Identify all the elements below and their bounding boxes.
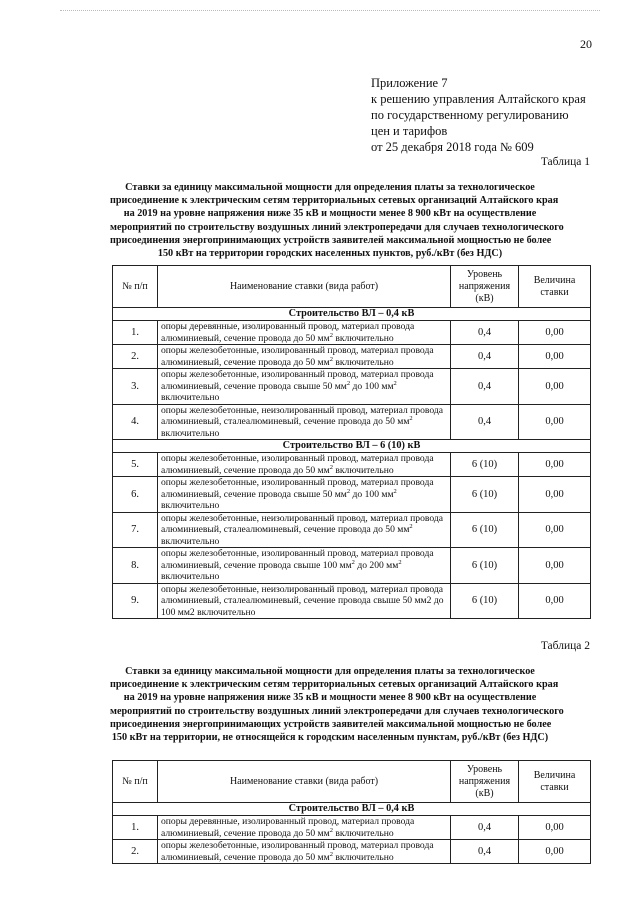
- row-voltage-level: 0,4: [451, 321, 519, 345]
- title-line: на 2019 на уровне напряжения ниже 35 кВ и мощности менее 8 900 кВт на осуществление: [123, 208, 537, 220]
- title-line: на 2019 на уровне напряжения ниже 35 кВ и мощности менее 8 900 кВт на осуществление: [123, 692, 537, 704]
- row-rate-value: 0,00: [519, 583, 591, 619]
- section-title: Строительство ВЛ – 6 (10) кВ: [113, 440, 591, 453]
- row-number: 4.: [113, 404, 158, 440]
- row-number: 3.: [113, 369, 158, 405]
- header-level: Уровень напряжения (кВ): [451, 761, 519, 803]
- row-voltage-level: 0,4: [451, 345, 519, 369]
- section-row: [113, 440, 591, 453]
- page-number: 20: [580, 37, 592, 51]
- row-rate-value: 0,00: [519, 345, 591, 369]
- row-rate-value: 0,00: [519, 840, 591, 864]
- row-number: 8.: [113, 548, 158, 584]
- row-voltage-level: 6 (10): [451, 453, 519, 477]
- row-voltage-level: 6 (10): [451, 512, 519, 548]
- row-number: 2.: [113, 345, 158, 369]
- table-row: [113, 548, 591, 584]
- row-rate-value: 0,00: [519, 369, 591, 405]
- title-line: 150 кВт на территории городских населенных пунктов, руб./кВт (без НДС): [157, 248, 503, 260]
- table2-label: Таблица 2: [540, 640, 590, 652]
- title-line: присоединение к электрическим сетям территориальных сетевых организаций Алтайского края: [110, 195, 559, 207]
- table-row: [113, 477, 591, 513]
- row-number: 2.: [113, 840, 158, 864]
- header-name: Наименование ставки (вида работ): [158, 266, 451, 308]
- row-voltage-level: 0,4: [451, 816, 519, 840]
- row-rate-value: 0,00: [519, 512, 591, 548]
- table-row: [113, 583, 591, 619]
- header-num: № п/п: [113, 266, 158, 308]
- appendix-line: по государственному регулированию: [371, 108, 569, 122]
- row-name: опоры железобетонные, изолированный провод, материал провода алюминиевый, сечение провода до 50 $мм^2$ включительно: [158, 453, 451, 477]
- row-number: 5.: [113, 453, 158, 477]
- appendix-header: [371, 75, 586, 155]
- section-title: Строительство ВЛ – 0,4 кВ: [113, 803, 591, 816]
- table-row: [113, 345, 591, 369]
- table1: [112, 265, 591, 619]
- row-number: 1.: [113, 321, 158, 345]
- row-number: 6.: [113, 477, 158, 513]
- scan-top-edge: [60, 10, 600, 11]
- table-row: [113, 321, 591, 345]
- appendix-line: к решению управления Алтайского края: [371, 92, 586, 106]
- row-name: опоры железобетонные, неизолированный провод, материал провода алюминиевый, сталеалюминевый, сечение провода свыше 50 мм2 до 100 мм2 включительно: [158, 583, 451, 619]
- row-name: опоры железобетонные, неизолированный провод, материал провода алюминиевый, сталеалюминевый, сечение провода до 50 $мм^2$ включительно: [158, 404, 451, 440]
- row-name: опоры железобетонные, изолированный провод, материал провода алюминиевый, сечение провода свыше 50 $мм^2$ до 100 $мм^2$ включительно: [158, 477, 451, 513]
- row-rate-value: 0,00: [519, 477, 591, 513]
- appendix-line: Приложение 7: [371, 76, 448, 90]
- section-row: [113, 803, 591, 816]
- title-line: Ставки за единицу максимальной мощности для определения платы за технологическое: [125, 182, 535, 193]
- row-rate-value: 0,00: [519, 321, 591, 345]
- row-number: 1.: [113, 816, 158, 840]
- row-name: опоры железобетонные, изолированный провод, материал провода алюминиевый, сечение провода до 50 $мм^2$ включительно: [158, 345, 451, 369]
- table2-header-row: [113, 761, 591, 803]
- row-name: опоры деревянные, изолированный провод, материал провода алюминиевый, сечение провода до 50 $мм^2$ включительно: [158, 321, 451, 345]
- row-number: 9.: [113, 583, 158, 619]
- table1-title: [110, 181, 564, 260]
- table-row: [113, 816, 591, 840]
- appendix-line: цен и тарифов: [371, 124, 448, 138]
- row-name: опоры железобетонные, неизолированный провод, материал провода алюминиевый, сталеалюминевый, сечение провода до 50 $мм^2$ включительно: [158, 512, 451, 548]
- table-row: [113, 512, 591, 548]
- appendix-line: от 25 декабря 2018 года № 609: [371, 140, 534, 154]
- row-rate-value: 0,00: [519, 404, 591, 440]
- row-name: опоры железобетонные, изолированный провод, материал провода алюминиевый, сечение провода до 50 $мм^2$ включительно: [158, 840, 451, 864]
- row-voltage-level: 0,4: [451, 404, 519, 440]
- header-value: Величина ставки: [519, 761, 591, 803]
- title-line: мероприятий по строительству воздушных линий электропередачи для случаев технологического: [110, 705, 564, 717]
- header-value: Величина ставки: [519, 266, 591, 308]
- table-row: [113, 404, 591, 440]
- row-rate-value: 0,00: [519, 816, 591, 840]
- table-row: [113, 840, 591, 864]
- row-rate-value: 0,00: [519, 548, 591, 584]
- title-line: мероприятий по строительству воздушных линий электропередачи для случаев технологического: [110, 221, 564, 233]
- title-line: 150 кВт на территории, не относящейся к городским населенным пунктам, руб./кВт (без НДС): [111, 732, 549, 744]
- section-title: Строительство ВЛ – 0,4 кВ: [113, 308, 591, 321]
- title-line: Ставки за единицу максимальной мощности для определения платы за технологическое: [125, 666, 535, 677]
- table-row: [113, 369, 591, 405]
- row-name: опоры железобетонные, изолированный провод, материал провода алюминиевый, сечение провода свыше 100 $мм^2$ до 200 $мм^2$ включительно: [158, 548, 451, 584]
- row-voltage-level: 0,4: [451, 369, 519, 405]
- table1-label: Таблица 1: [540, 156, 590, 168]
- table2: [112, 760, 591, 864]
- row-number: 7.: [113, 512, 158, 548]
- row-voltage-level: 6 (10): [451, 548, 519, 584]
- title-line: присоединение к электрическим сетям территориальных сетевых организаций Алтайского края: [110, 679, 559, 691]
- title-line: присоединения энергопринимающих устройств заявителей максимальной мощностью не более: [110, 718, 552, 730]
- row-voltage-level: 0,4: [451, 840, 519, 864]
- table-row: [113, 453, 591, 477]
- header-level: Уровень напряжения (кВ): [451, 266, 519, 308]
- title-line: присоединения энергопринимающих устройств заявителей максимальной мощностью не более: [110, 234, 552, 246]
- row-name: опоры деревянные, изолированный провод, материал провода алюминиевый, сечение провода до 50 $мм^2$ включительно: [158, 816, 451, 840]
- row-voltage-level: 6 (10): [451, 583, 519, 619]
- table2-title: [110, 665, 564, 744]
- header-name: Наименование ставки (вида работ): [158, 761, 451, 803]
- table1-header-row: [113, 266, 591, 308]
- row-rate-value: 0,00: [519, 453, 591, 477]
- row-voltage-level: 6 (10): [451, 477, 519, 513]
- row-name: опоры железобетонные, изолированный провод, материал провода алюминиевый, сечение провода свыше 50 $мм^2$ до 100 $мм^2$ включительно: [158, 369, 451, 405]
- section-row: [113, 308, 591, 321]
- header-num: № п/п: [113, 761, 158, 803]
